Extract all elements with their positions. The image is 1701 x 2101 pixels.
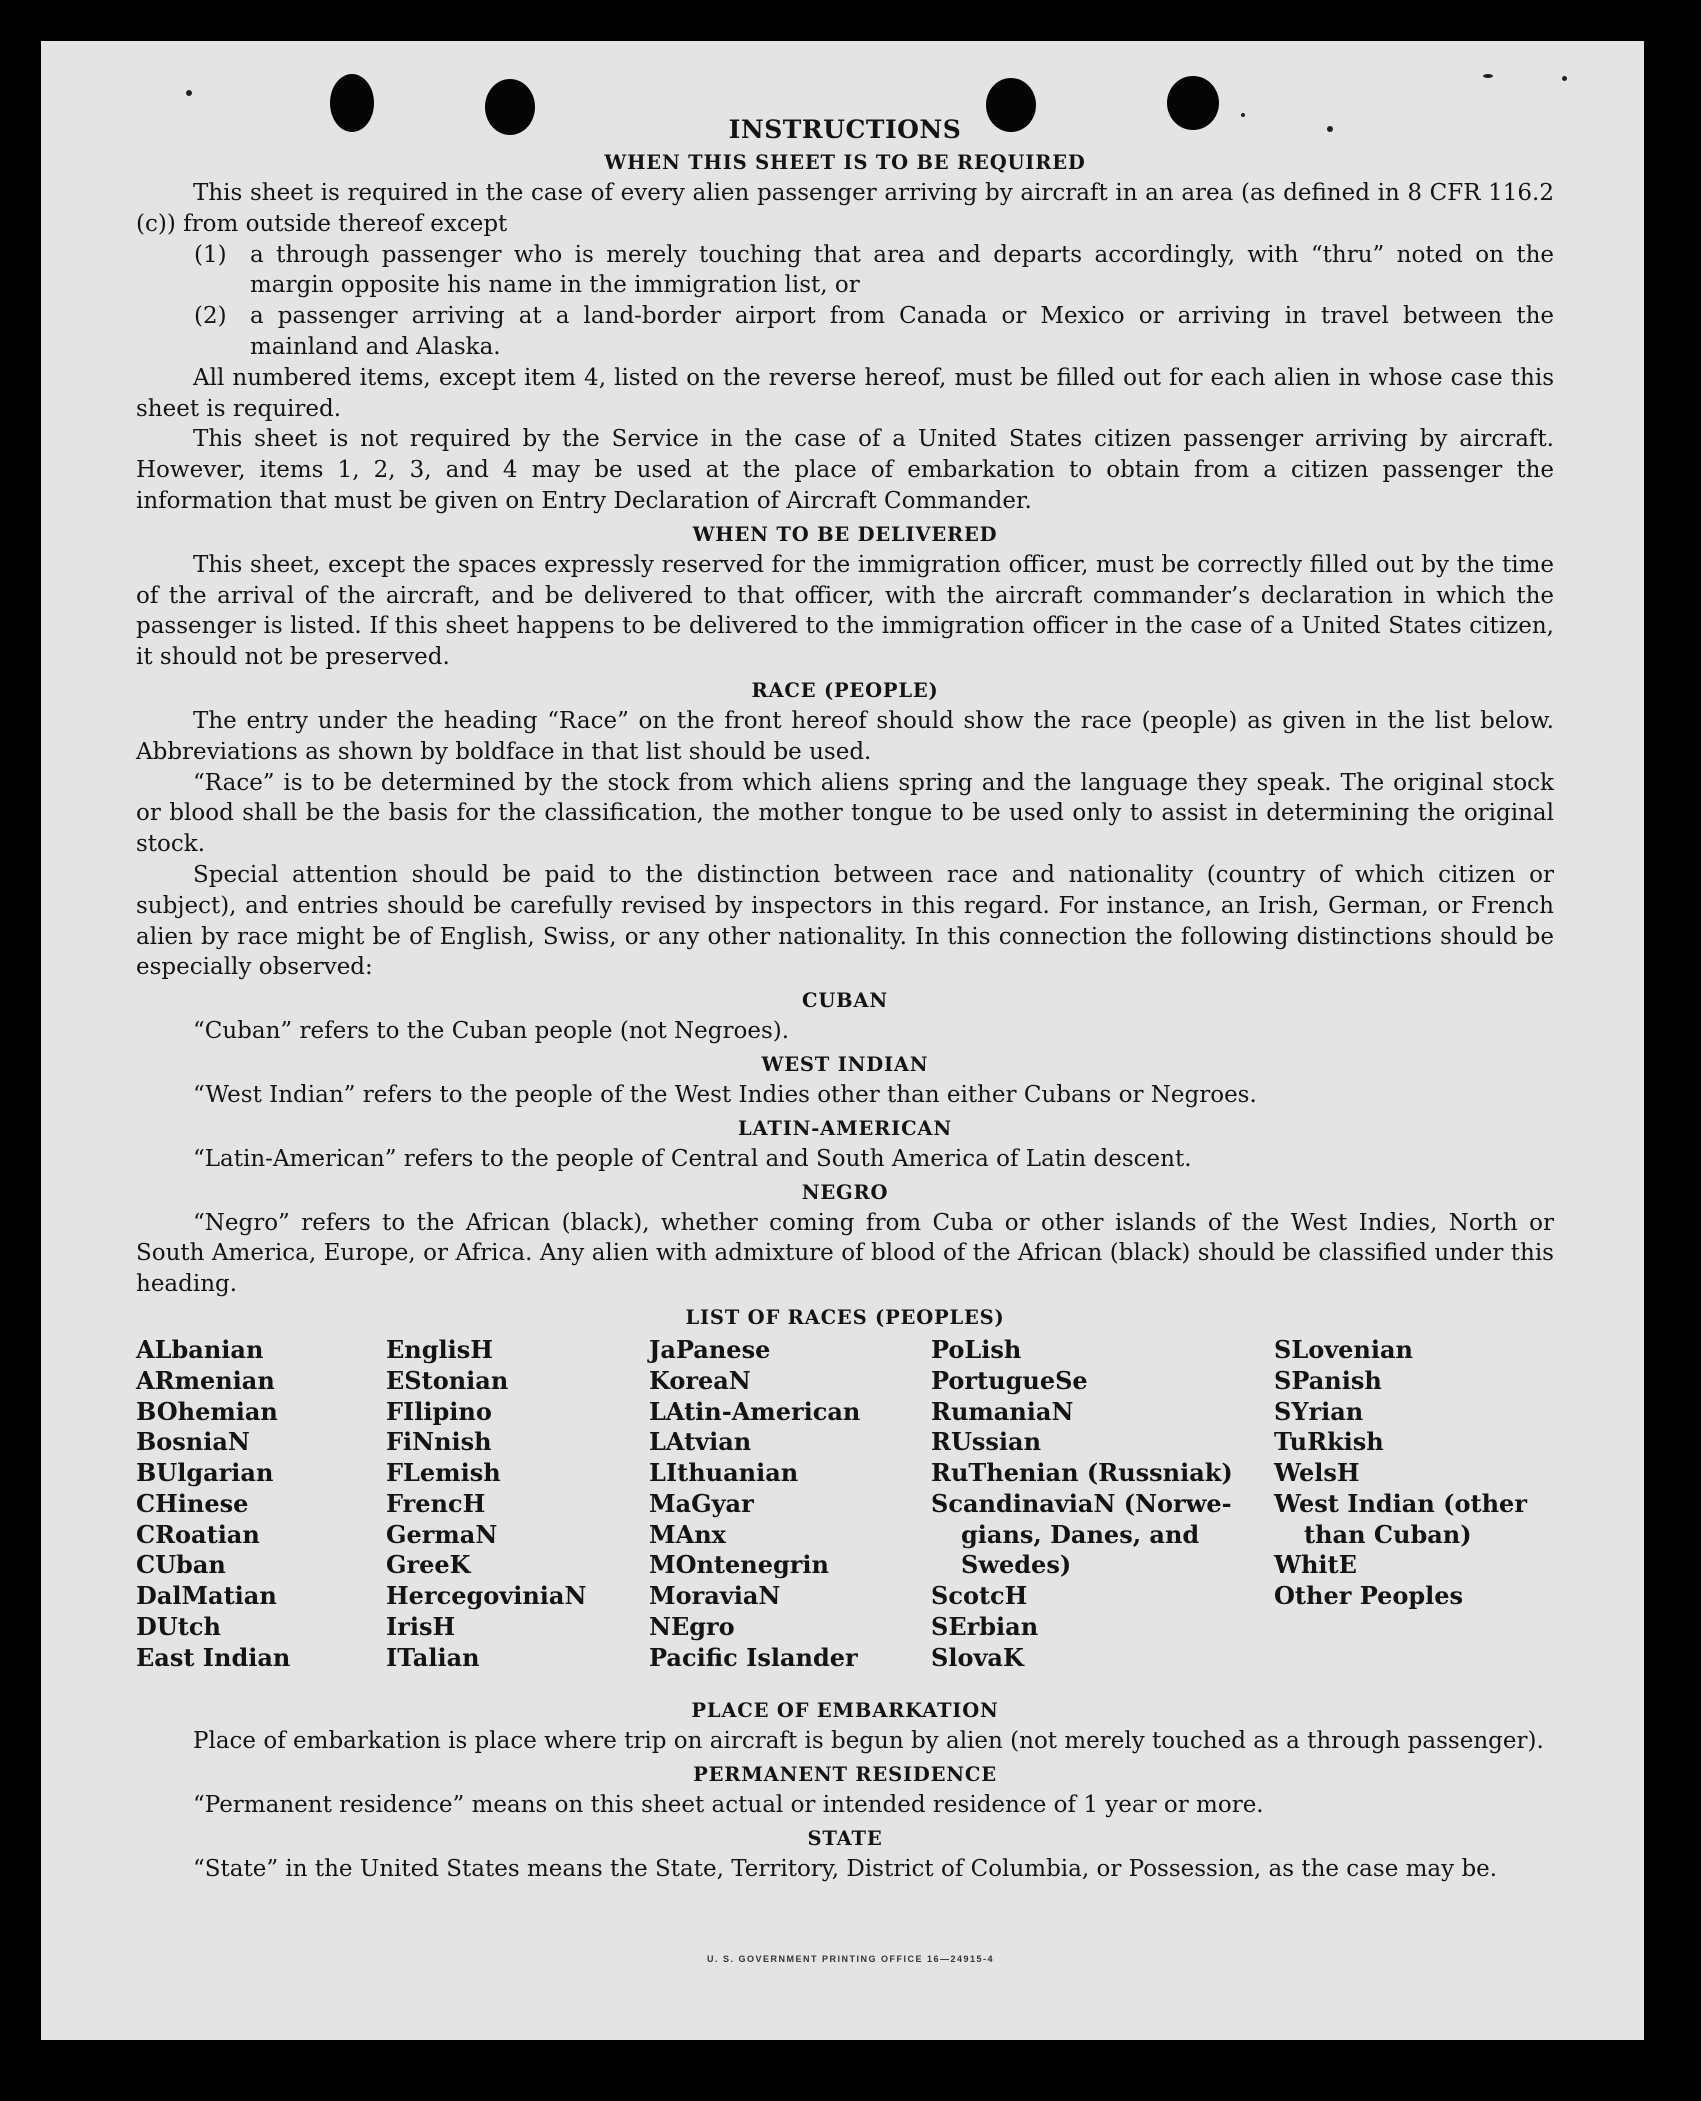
race-entry: SErbian <box>931 1612 1039 1642</box>
heading-race: RACE (PEOPLE) <box>751 678 939 702</box>
race-entry: ALbanian <box>136 1334 264 1364</box>
race-entry: ITalian <box>386 1642 480 1672</box>
heading-permanent-residence: PERMANENT RESIDENCE <box>693 1762 997 1786</box>
race-entry: MOntenegrin <box>649 1550 829 1580</box>
heading-embarkation: PLACE OF EMBARKATION <box>691 1698 999 1722</box>
heading-negro: NEGRO <box>801 1180 889 1204</box>
heading-when-delivered: WHEN TO BE DELIVERED <box>692 522 998 546</box>
race-column <box>386 1335 586 1674</box>
race-entry: JaPanese <box>649 1334 771 1364</box>
race-column <box>931 1335 1233 1674</box>
speck <box>1483 74 1493 78</box>
race-entry: ScotcH <box>931 1581 1028 1611</box>
exception-item-1 <box>194 240 1554 302</box>
paragraph: “Permanent residence” means on this sheet actual or intended residence of 1 year or more. <box>193 1791 1264 1818</box>
heading-west-indian: WEST INDIAN <box>761 1052 929 1076</box>
race-entry: West Indian (other <box>1274 1488 1527 1518</box>
race-entry: ScandinaviaN (Norwe- <box>931 1488 1232 1518</box>
race-entry: CHinese <box>136 1488 249 1518</box>
race-entry: EnglisH <box>386 1334 493 1364</box>
race-entry: DalMatian <box>136 1581 277 1611</box>
race-entry: gians, Danes, and <box>961 1519 1200 1549</box>
exception-item-2 <box>194 301 1554 363</box>
paragraph: “Latin-American” refers to the people of Central and South America of Latin descent. <box>193 1145 1192 1172</box>
item-text: a passenger arriving at a land-border airport from Canada or Mexico or arriving in travel between the mainland and Alaska. <box>250 303 1554 360</box>
race-entry: BOhemian <box>136 1396 278 1426</box>
race-entry: FiNnish <box>386 1427 492 1457</box>
race-entry: CRoatian <box>136 1519 260 1549</box>
paragraph: This sheet is not required by the Service in the case of a United States citizen passenger arriving by aircraft. However, items 1, 2, 3, and 4 may be used at the place of embarkation to obtain from a citizen passenger the information that must be given on Entry Declaration of Aircraft Commander. <box>136 426 1554 514</box>
race-entry: IrisH <box>386 1612 456 1642</box>
instructions-content <box>136 112 1554 1884</box>
race-entry: DUtch <box>136 1612 221 1642</box>
required-intro: This sheet is required in the case of every alien passenger arriving by aircraft in an area (as defined in 8 CFR 116.2 (c)) from outside thereof except <box>136 180 1554 237</box>
race-entry: Swedes) <box>961 1550 1072 1580</box>
race-entry: LAtin-American <box>649 1396 861 1426</box>
paragraph: “Cuban” refers to the Cuban people (not Negroes). <box>193 1018 790 1045</box>
race-entry: MoraviaN <box>649 1581 781 1611</box>
heading-latin-american: LATIN-AMERICAN <box>738 1116 952 1140</box>
paragraph: “Negro” refers to the African (black), whether coming from Cuba or other islands of the West Indies, North or South America, Europe, or Africa. Any alien with admixture of blood of the African (black) should be classified under this heading. <box>136 1209 1554 1298</box>
paragraph: Special attention should be paid to the distinction between race and nationality (country of which citizen or subject), and entries should be carefully revised by inspectors in this regard. For instance, an Irish, German, or French alien by race might be of English, Swiss, or any other nationality. In this connection the following distinctions should be especially observed: <box>136 861 1554 981</box>
race-entry: FrencH <box>386 1488 486 1518</box>
item-number: (1) <box>194 241 227 268</box>
paragraph: Place of embarkation is place where trip on aircraft is begun by alien (not merely touched as a through passenger). <box>193 1727 1544 1754</box>
race-entry: TuRkish <box>1274 1427 1384 1457</box>
item-number: (2) <box>194 303 227 330</box>
race-entry: WhitE <box>1274 1550 1357 1580</box>
race-entry: RuThenian (Russniak) <box>931 1458 1233 1488</box>
race-entry: EStonian <box>386 1365 509 1395</box>
paragraph: The entry under the heading “Race” on the front hereof should show the race (people) as given in the list below. Abbreviations as shown by boldface in that list should be used. <box>136 707 1554 765</box>
paragraph: “Race” is to be determined by the stock from which aliens spring and the language they speak. The original stock or blood shall be the basis for the classification, the mother tongue to be used only to assist in determining the original stock. <box>136 769 1554 858</box>
race-entry: HercegoviniaN <box>386 1581 587 1611</box>
heading-state: STATE <box>807 1826 883 1850</box>
race-entry: FLemish <box>386 1458 501 1488</box>
speck <box>186 90 192 96</box>
race-entry: LAtvian <box>649 1427 752 1457</box>
paragraph: “West Indian” refers to the people of the West Indies other than either Cubans or Negroes. <box>193 1081 1257 1108</box>
page-title: INSTRUCTIONS <box>728 115 962 144</box>
race-entry: East Indian <box>136 1642 291 1672</box>
race-entry: SPanish <box>1274 1365 1382 1395</box>
race-entry: BosniaN <box>136 1427 250 1457</box>
race-entry: MAnx <box>649 1519 726 1549</box>
paragraph: All numbered items, except item 4, listed on the reverse hereof, must be filled out for each alien in whose case this sheet is required. <box>136 364 1554 422</box>
paragraph: “State” in the United States means the State, Territory, District of Columbia, or Possession, as the case may be. <box>193 1855 1498 1882</box>
document-sheet <box>41 41 1644 2040</box>
heading-when-required: WHEN THIS SHEET IS TO BE REQUIRED <box>604 151 1086 174</box>
race-entry: PoLish <box>931 1334 1022 1364</box>
printer-imprint: U. S. GOVERNMENT PRINTING OFFICE 16—24915-4 <box>706 1954 995 1964</box>
speck <box>1562 76 1567 81</box>
race-entry: RUssian <box>931 1427 1042 1457</box>
paragraph: This sheet, except the spaces expressly reserved for the immigration officer, must be correctly filled out by the time of the arrival of the aircraft, and be delivered to that officer, with the aircraft commander’s declaration in which the passenger is listed. If this sheet happens to be delivered to the immigration officer in the case of a United States citizen, it should not be preserved. <box>136 551 1554 671</box>
race-entry: Pacific Islander <box>649 1642 858 1672</box>
race-list <box>136 1333 1554 1693</box>
race-entry: KoreaN <box>649 1365 751 1395</box>
race-entry: LIthuanian <box>649 1458 799 1488</box>
race-entry: than Cuban) <box>1304 1519 1472 1549</box>
race-column <box>649 1335 860 1674</box>
race-entry: BUlgarian <box>136 1458 274 1488</box>
race-entry: Other Peoples <box>1274 1581 1464 1611</box>
race-column <box>136 1335 290 1674</box>
heading-list-of-races: LIST OF RACES (PEOPLES) <box>685 1305 1005 1329</box>
race-entry: PortugueSe <box>931 1365 1088 1395</box>
race-entry: FIlipino <box>386 1396 492 1426</box>
race-entry: GreeK <box>386 1550 471 1580</box>
race-entry: SYrian <box>1274 1396 1364 1426</box>
race-entry: CUban <box>136 1550 226 1580</box>
race-entry: SlovaK <box>931 1642 1024 1672</box>
heading-cuban: CUBAN <box>802 989 888 1013</box>
race-entry: NEgro <box>649 1612 735 1642</box>
race-entry: MaGyar <box>649 1488 754 1518</box>
race-column <box>1274 1335 1527 1612</box>
race-entry: WelsH <box>1274 1458 1360 1488</box>
race-entry: RumaniaN <box>931 1396 1074 1426</box>
item-text: a through passenger who is merely touching that area and departs accordingly, with “thru” noted on the margin opposite his name in the immigration list, or <box>250 241 1554 299</box>
race-entry: ARmenian <box>136 1365 275 1395</box>
race-entry: GermaN <box>386 1519 498 1549</box>
race-entry: SLovenian <box>1274 1334 1413 1364</box>
